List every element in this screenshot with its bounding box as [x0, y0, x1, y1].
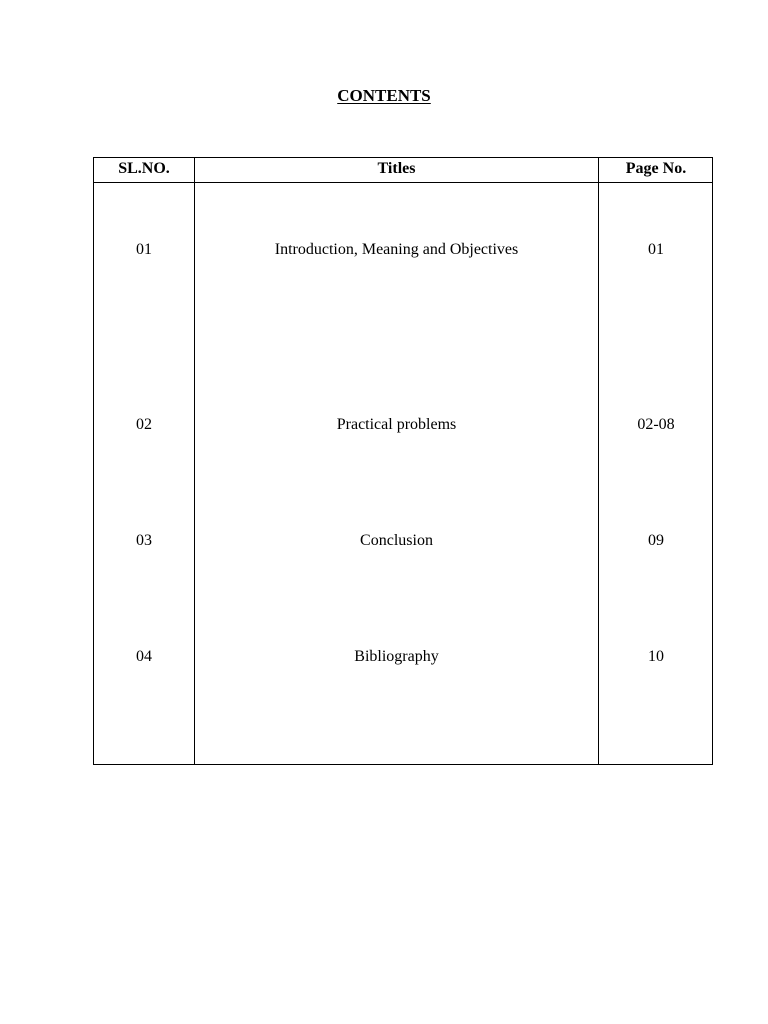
row-page: 09: [648, 532, 664, 549]
header-sl-no: SL.NO.: [118, 160, 170, 177]
page-title: CONTENTS: [337, 86, 431, 105]
header-divider: [94, 182, 712, 183]
row-sl-no: 04: [136, 648, 152, 665]
row-sl-no: 02: [136, 416, 152, 433]
row-title: Bibliography: [354, 648, 439, 665]
row-sl-no: 01: [136, 241, 152, 258]
row-page: 10: [648, 648, 664, 665]
header-page-no: Page No.: [625, 160, 687, 177]
row-page: 01: [648, 241, 664, 258]
row-title: Introduction, Meaning and Objectives: [274, 241, 519, 258]
header-titles: Titles: [377, 160, 416, 177]
row-page: 02-08: [637, 416, 675, 433]
row-sl-no: 03: [136, 532, 152, 549]
row-title: Practical problems: [336, 416, 457, 433]
contents-table: [93, 157, 713, 765]
row-title: Conclusion: [360, 532, 433, 549]
